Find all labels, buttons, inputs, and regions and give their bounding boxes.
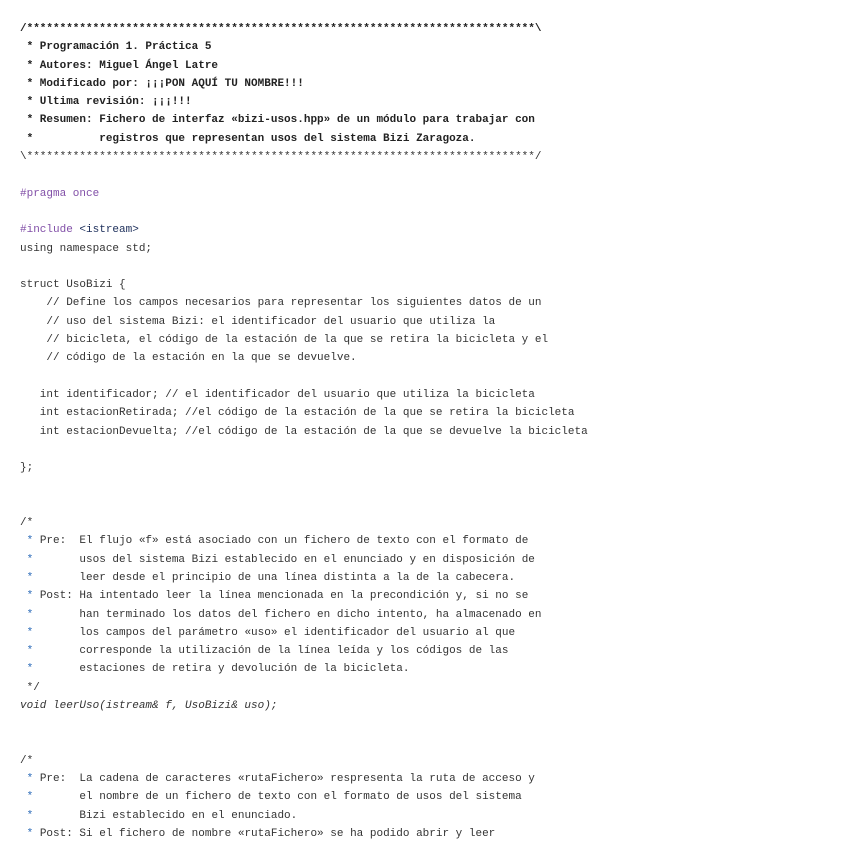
include-directive: #include xyxy=(20,224,73,237)
comment-star: * xyxy=(20,773,40,786)
function-declaration: void leerUso(istream& f, UsoBizi& uso); xyxy=(20,699,278,712)
doc-comment-open: /* xyxy=(20,517,34,530)
doc-comment-line: * corresponde la utilización de la línea leída y los códigos de las xyxy=(20,645,509,658)
blank-line xyxy=(20,715,840,733)
blank-line xyxy=(20,258,840,276)
comment-star: * xyxy=(20,791,40,804)
doc-comment-line: * Pre: La cadena de caracteres «rutaFichero» respresenta la ruta de acceso y xyxy=(20,773,535,786)
doc-comment-line: * usos del sistema Bizi establecido en el enunciado y en disposición de xyxy=(20,553,535,566)
struct-comment-line: // Define los campos necesarios para representar los siguientes datos de un xyxy=(20,297,542,310)
doc-comment-line: * los campos del parámetro «uso» el identificador del usuario al que xyxy=(20,626,516,639)
struct-comment-line: // bicicleta, el código de la estación de la que se retira la bicicleta y el xyxy=(20,334,549,347)
comment-star: * xyxy=(20,626,40,639)
doc-comment-line: * Post: Si el fichero de nombre «rutaFichero» se ha podido abrir y leer xyxy=(20,828,496,841)
comment-star: * xyxy=(20,590,40,603)
include-target: <istream> xyxy=(72,224,139,237)
header-comment-line: * Resumen: Fichero de interfaz «bizi-usos.hpp» de un módulo para trabajar con xyxy=(20,114,535,127)
comment-star: * xyxy=(20,608,40,621)
blank-line xyxy=(20,368,840,386)
struct-comment-line: // uso del sistema Bizi: el identificador del usuario que utiliza la xyxy=(20,315,496,328)
comment-star: * xyxy=(20,645,40,658)
struct-field-line: int estacionRetirada; //el código de la estación de la que se retira la bicicleta xyxy=(20,407,575,420)
header-comment-line: * registros que representan usos del sistema Bizi Zaragoza. xyxy=(20,132,476,145)
pragma-line: #pragma once xyxy=(20,187,100,200)
comment-star: * xyxy=(20,663,40,676)
comment-star: * xyxy=(20,809,40,822)
header-comment-line: /*****************************************************************************\ xyxy=(20,23,542,35)
header-comment-line: * Ultima revisión: ¡¡¡!!! xyxy=(20,96,192,109)
comment-star: * xyxy=(20,535,40,548)
comment-star: * xyxy=(20,553,40,566)
code-editor[interactable] xyxy=(20,20,840,843)
doc-comment-line: * estaciones de retira y devolución de la bicicleta. xyxy=(20,663,410,676)
doc-comment-line: * han terminado los datos del fichero en dicho intento, ha almacenado en xyxy=(20,608,542,621)
header-comment-line: \*****************************************************************************/ xyxy=(20,151,542,164)
struct-field-line: int estacionDevuelta; //el código de la estación de la que se devuelve la bicicleta xyxy=(20,425,588,438)
doc-comment-line: * leer desde el principio de una línea distinta a la de la cabecera. xyxy=(20,571,516,584)
comment-star: * xyxy=(20,571,40,584)
struct-comment-line: // código de la estación en la que se devuelve. xyxy=(20,352,357,365)
struct-open-line: struct UsoBizi { xyxy=(20,279,126,292)
blank-line xyxy=(20,441,840,459)
using-line: using namespace std; xyxy=(20,242,153,255)
header-comment-line: * Modificado por: ¡¡¡PON AQUÍ TU NOMBRE!!! xyxy=(20,77,304,90)
blank-line xyxy=(20,734,840,752)
doc-comment-open: /* xyxy=(20,754,34,767)
header-comment-line: * Programación 1. Práctica 5 xyxy=(20,41,212,54)
doc-comment-line: * Post: Ha intentado leer la línea mencionada en la precondición y, si no se xyxy=(20,590,529,603)
doc-comment-close: */ xyxy=(20,681,40,694)
struct-field-line: int identificador; // el identificador del usuario que utiliza la bicicleta xyxy=(20,388,535,401)
doc-comment-line: * Bizi establecido en el enunciado. xyxy=(20,809,298,822)
blank-line xyxy=(20,203,840,221)
header-comment-line: * Autores: Miguel Ángel Latre xyxy=(20,59,219,72)
comment-star: * xyxy=(20,828,40,841)
blank-line xyxy=(20,496,840,514)
blank-line xyxy=(20,166,840,184)
doc-comment-line: * el nombre de un fichero de texto con el formato de usos del sistema xyxy=(20,791,522,804)
include-line xyxy=(20,221,840,239)
doc-comment-line: * Pre: El flujo «f» está asociado con un fichero de texto con el formato de xyxy=(20,535,529,548)
blank-line xyxy=(20,477,840,495)
struct-close-line: }; xyxy=(20,462,34,475)
